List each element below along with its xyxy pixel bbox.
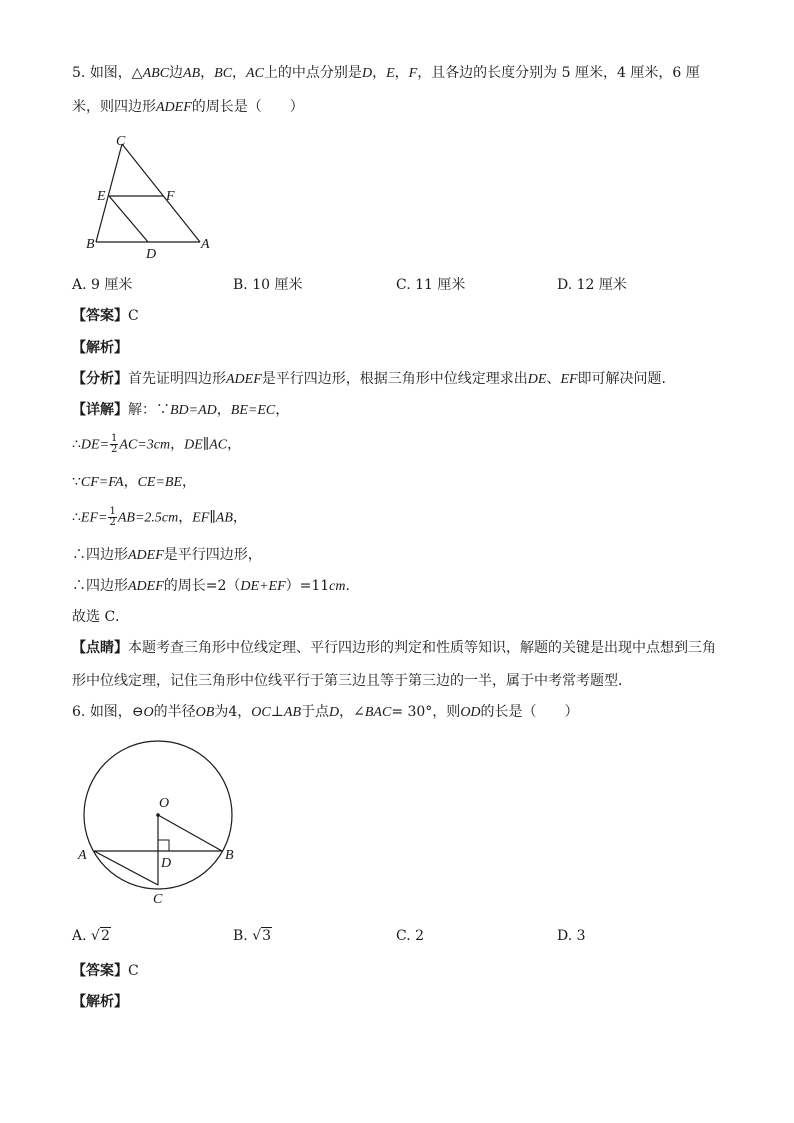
q5-analysis-heading: 【解析】 [72,340,128,356]
q5-xiangjie-line6: ∴四边形ADEF的周长=2（DE+EF）=11cm． [72,578,360,594]
q5-answer: 【答案】C [72,308,139,324]
label-b: B [225,848,234,863]
q6-option-d[interactable]: D. 3 [557,928,586,944]
right-angle-mark [158,840,169,851]
label-a: A [78,848,87,863]
fraction-one-half: $\frac{1}{2}$ [111,433,118,455]
q5-fenxi: 【分析】首先证明四边形ADEF是平行四边形，根据三角形中位线定理求出DE、EF即可解决问题． [72,371,676,387]
q6-option-c[interactable]: C. 2 [396,928,425,944]
q6-analysis-heading: 【解析】 [72,994,128,1010]
label-c: C [153,892,163,907]
segment-ob [158,815,222,851]
q5-xiangjie-line4: ∴EF= $\frac{1}{2}$ AB=2.5cm，EF∥AB， [72,506,247,528]
segment-ac [94,851,158,885]
sqrt-symbol: √3 [252,928,272,944]
q6-stem: 6. 如图，⊖O的半径OB为4，OC⊥AB于点D，∠BAC= 30°，则OD的长是（ ） [72,704,579,720]
q5-number: 5. [72,65,86,81]
q6-number: 6. [72,704,86,720]
q5-dianjing-line1: 【点睛】本题考查三角形中位线定理、平行四边形的判定和性质等知识，解题的关键是出现中点想到三角 [72,640,716,656]
segment-ca [122,144,200,242]
q5-stem-line2: 米，则四边形ADEF的周长是（ ） [72,99,304,115]
q5-xiangjie-line5: ∴四边形ADEF是平行四边形， [72,547,262,563]
q5-xiangjie-line1: 【详解】解：∵BD=AD，BE=EC， [72,402,290,418]
q5-xiangjie-line3: ∵CF=FA，CE=BE， [72,474,197,490]
label-c: C [116,134,126,149]
q5-stem-line1: 5. 如图，△ABC边AB，BC，AC上的中点分别是D，E，F，且各边的长度分别为 5 厘米，4 厘米，6 厘 [72,65,700,81]
label-a: A [201,237,210,252]
q5-conclusion: 故选 C． [72,609,130,625]
q5-xiangjie-line2: ∴DE= $\frac{1}{2}$ AC=3cm，DE∥AC， [72,433,242,455]
segment-ed [109,196,148,242]
q5-triangle-figure [80,128,230,263]
label-b: B [86,237,95,252]
label-d: D [146,247,157,262]
q5-option-b[interactable]: B. 10 厘米 [233,277,303,293]
label-f: F [166,189,175,204]
sqrt-symbol: √2 [91,928,110,944]
q5-dianjing-line2: 形中位线定理，记住三角形中位线平行于第三边且等于第三边的一半，属于中考常考题型． [72,673,632,689]
center-point [156,813,160,817]
fraction-one-half: $\frac{1}{2}$ [109,506,116,528]
q5-option-a[interactable]: A. 9 厘米 [72,277,133,293]
q6-answer: 【答案】C [72,963,139,979]
label-e: E [97,189,106,204]
q5-option-d[interactable]: D. 12 厘米 [557,277,627,293]
q6-circle-figure [70,740,250,910]
q6-option-b[interactable]: B. √3 [233,928,272,944]
q6-option-a[interactable]: A. √2 [72,928,110,944]
label-o: O [159,796,170,811]
q5-option-c[interactable]: C. 11 厘米 [396,277,466,293]
label-d: D [161,856,172,871]
